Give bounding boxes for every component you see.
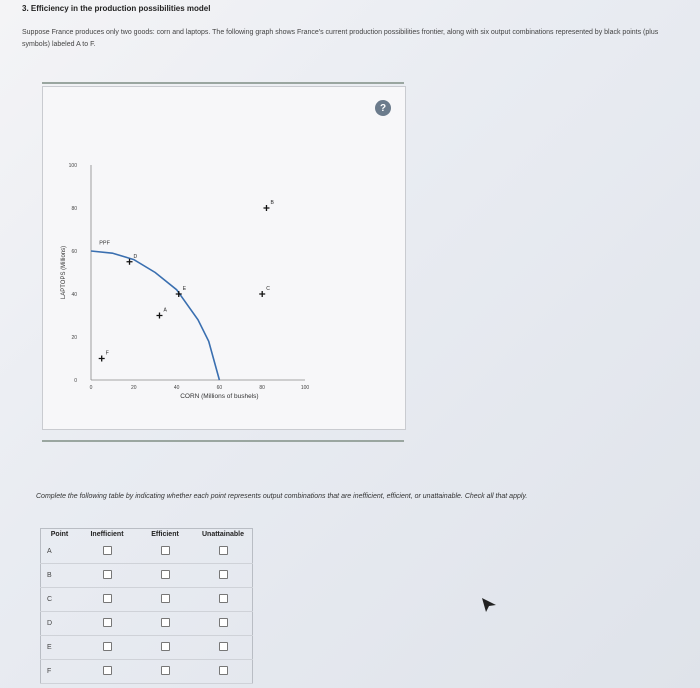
data-point-label: B bbox=[270, 200, 274, 206]
unattainable-checkbox-e[interactable] bbox=[219, 642, 228, 651]
efficient-checkbox-e[interactable] bbox=[161, 642, 170, 651]
classification-table bbox=[40, 528, 253, 684]
ppf-curve bbox=[91, 251, 219, 380]
efficient-checkbox-d[interactable] bbox=[161, 618, 170, 627]
row-point-label: D bbox=[41, 612, 79, 636]
efficient-checkbox-f[interactable] bbox=[161, 666, 170, 675]
unattainable-checkbox-d[interactable] bbox=[219, 618, 228, 627]
table-row bbox=[41, 612, 253, 636]
x-axis-label: CORN (Millions of bushels) bbox=[180, 393, 259, 400]
data-point-label: C bbox=[266, 286, 270, 292]
question-title: 3. Efficiency in the production possibilities model bbox=[22, 4, 211, 13]
y-axis-label: LAPTOPS (Millions) bbox=[61, 245, 67, 300]
table-row bbox=[41, 636, 253, 660]
unattainable-checkbox-a[interactable] bbox=[219, 546, 228, 555]
x-tick-label: 60 bbox=[216, 385, 223, 391]
data-point-b bbox=[263, 205, 269, 211]
table-row bbox=[41, 588, 253, 612]
header-efficient: Efficient bbox=[151, 531, 179, 538]
table-row bbox=[41, 564, 253, 588]
unattainable-checkbox-b[interactable] bbox=[219, 570, 228, 579]
data-point-label: E bbox=[182, 286, 187, 292]
inefficient-checkbox-c[interactable] bbox=[103, 594, 112, 603]
inefficient-checkbox-a[interactable] bbox=[103, 546, 112, 555]
table-row bbox=[41, 540, 253, 564]
data-point-label: A bbox=[163, 307, 167, 314]
help-icon[interactable]: ? bbox=[375, 100, 391, 116]
efficient-checkbox-b[interactable] bbox=[161, 570, 170, 579]
header-point: Point bbox=[50, 531, 69, 538]
y-tick-label: 0 bbox=[74, 378, 77, 384]
row-point-label: A bbox=[41, 540, 79, 564]
unattainable-checkbox-c[interactable] bbox=[219, 594, 228, 603]
mouse-pointer-icon bbox=[480, 596, 498, 614]
header-inefficient: Inefficient bbox=[90, 531, 124, 538]
question-description: Suppose France produces only two goods: corn and laptops. The following graph shows France's current production possibilities frontier, along with six output combinations represented by black points (plus symbols) labeled A to F. bbox=[22, 29, 659, 48]
y-tick-label: 100 bbox=[68, 163, 77, 169]
y-tick-label: 40 bbox=[71, 292, 77, 298]
y-tick-label: 20 bbox=[71, 335, 77, 341]
header-unattainable: Unattainable bbox=[201, 531, 244, 538]
table-instruction: Complete the following table by indicating whether each point represents output combinations that are inefficient, efficient, or unattainable. Check all that apply. bbox=[36, 493, 528, 500]
row-point-label: B bbox=[41, 564, 79, 588]
ppf-chart bbox=[43, 87, 405, 429]
y-tick-label: 60 bbox=[71, 249, 77, 255]
data-point-c bbox=[259, 291, 265, 297]
data-point-a bbox=[156, 313, 162, 319]
unattainable-checkbox-f[interactable] bbox=[219, 666, 228, 675]
y-tick-label: 80 bbox=[71, 206, 77, 212]
graph-top-divider bbox=[42, 82, 404, 84]
table-row bbox=[41, 660, 253, 684]
x-tick-label: 80 bbox=[259, 385, 265, 391]
x-tick-label: 0 bbox=[89, 385, 93, 391]
data-point-f bbox=[99, 356, 105, 362]
ppf-curve-label: PPF bbox=[99, 240, 110, 247]
inefficient-checkbox-b[interactable] bbox=[103, 570, 112, 579]
inefficient-checkbox-f[interactable] bbox=[103, 666, 112, 675]
inefficient-checkbox-e[interactable] bbox=[103, 642, 112, 651]
efficient-checkbox-c[interactable] bbox=[161, 594, 170, 603]
row-point-label: F bbox=[41, 660, 79, 684]
row-point-label: C bbox=[41, 588, 79, 612]
x-tick-label: 20 bbox=[131, 385, 137, 391]
data-point-label: D bbox=[133, 253, 138, 260]
graph-bottom-divider bbox=[42, 440, 404, 442]
graph-panel bbox=[42, 86, 406, 430]
x-tick-label: 40 bbox=[173, 385, 180, 391]
data-point-label: F bbox=[105, 350, 109, 357]
row-point-label: E bbox=[41, 636, 79, 660]
inefficient-checkbox-d[interactable] bbox=[103, 618, 112, 627]
efficient-checkbox-a[interactable] bbox=[161, 546, 170, 555]
x-tick-label: 100 bbox=[300, 385, 310, 391]
